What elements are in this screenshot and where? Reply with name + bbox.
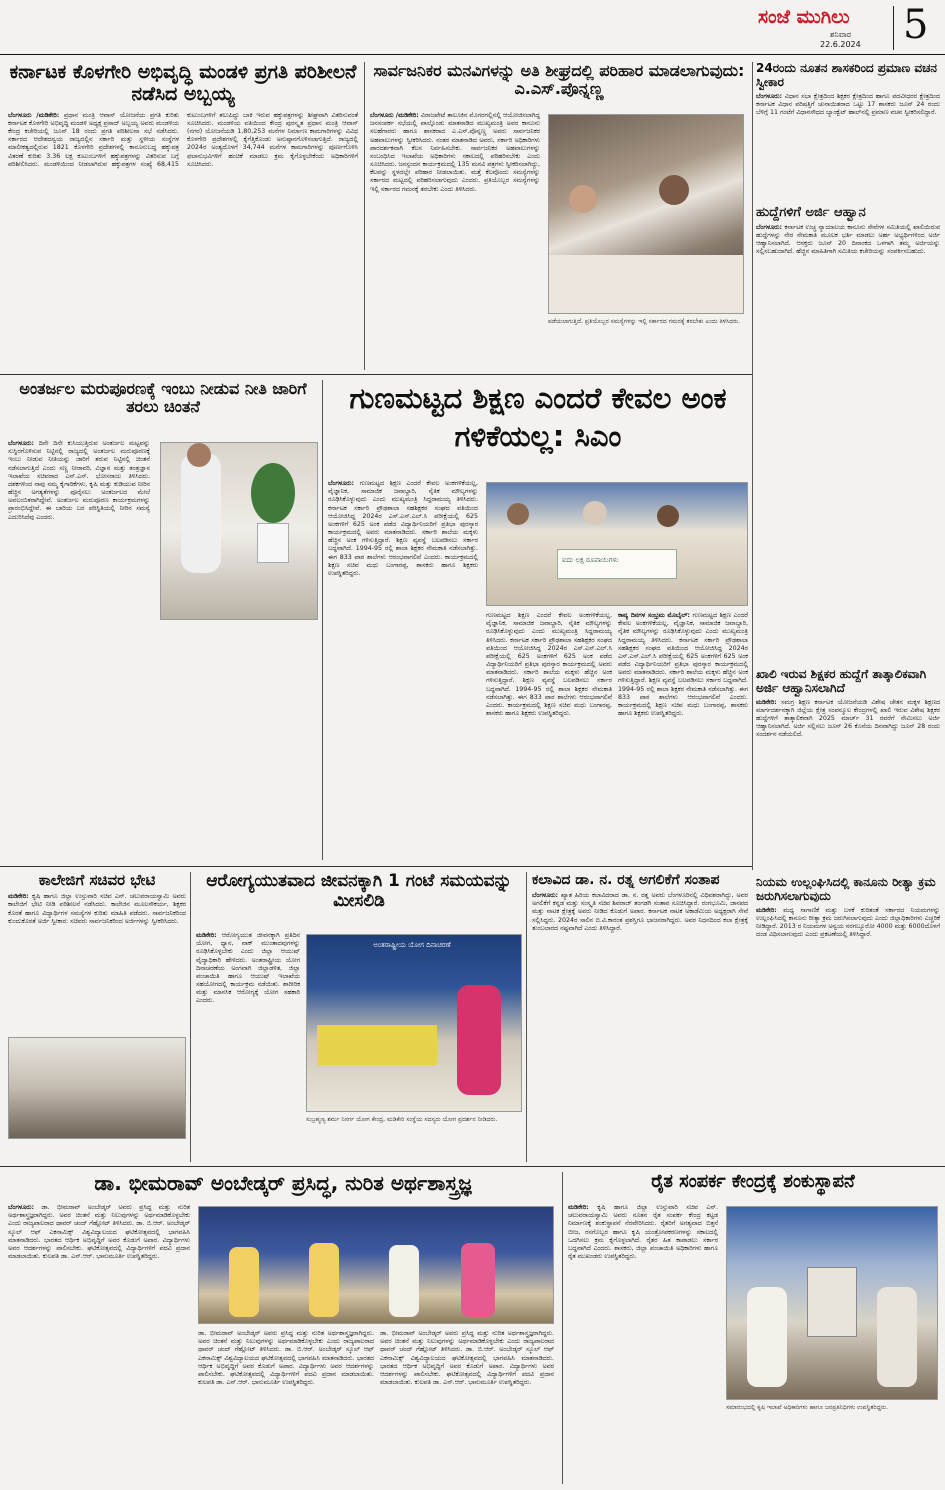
headline: ಕಾಲೇಜಿಗೆ ಸಚಿವರ ಭೇಟಿ (38, 871, 156, 889)
logo-text: ಸಂಜೆ ಮುಗಿಲು (758, 6, 850, 28)
award-ceremony-photo (486, 482, 748, 606)
column-divider (322, 380, 323, 860)
dateline: ಮಡಿಕೇರಿ: (756, 698, 777, 706)
dateline: ಬೆಂಗಳೂರು: (532, 892, 559, 900)
body-text: ಗುಣಮಟ್ಟದ ಶಿಕ್ಷಣ ಎಂದರೆ ಕೇವಲ ಅಂಕಗಳಿಕೆಯಲ್ಲ, ವೈಜ್ಞಾನಿಕ, ಸಾಮಾಜಿಕ ಜವಾಬ್ದಾರಿ, ನೈತಿಕ ಮೌಲ್ಯಗಳನ್ನು ರೂಢಿಸಿಕೊಳ್ಳುವುದು ಎಂದು ಮುಖ್ಯಮಂತ್ರಿ ಸಿದ್ದರಾಮಯ್ಯ ತಿಳಿಸಿದರು. ಕರ್ನಾಟಕ ಸರ್ಕಾರಿ ಪ್ರೌಢಶಾಲಾ ಸಹಶಿಕ್ಷಕರ ಸಂಘದ ವತಿಯಿಂದ ಆಯೋಜಿಸಿದ್ದ 2024ರ ಎಸ್.ಎಸ್.ಎಲ್.ಸಿ ಪರೀಕ್ಷೆಯಲ್ಲಿ 625 ಅಂಕಗಳಿಗೆ 625 ಅಂಕ ಪಡೆದ ವಿದ್ಯಾರ್ಥಿನಿಯರಿಗೆ ಪ್ರತಿಭಾ ಪುರಸ್ಕಾರ ಕಾರ್ಯಕ್ರಮದಲ್ಲಿ ಅವರು ಮಾತನಾಡಿದರು. ಸರ್ಕಾರಿ ಶಾಲೆಯ ಮಕ್ಕಳು ಹೆಚ್ಚಿನ ಅಂಕ ಗಳಿಸುತ್ತಿದ್ದಾರೆ. ಶಿಕ್ಷಣ ವ್ಯವಸ್ಥೆ ಬಲಪಡಿಸಲು ಸರ್ಕಾರ ಬದ್ಧವಾಗಿದೆ. 1994-95 ರಲ್ಲಿ ಶಾಲಾ ಶಿಕ್ಷಕರ ನೇಮಕಾತಿ ನಡೆಸಲಾಗಿತ್ತು. ಈಗ 833 ಪಾಠ ಶಾಲೆಗಳು ಆರಂಭವಾಗಲಿವೆ ಎಂದರು. ಕಾರ್ಯಕ್ರಮದಲ್ಲಿ ಶಿಕ್ಷಣ ಸಚಿವ ಮಧು ಬಂಗಾರಪ್ಪ, ಶಾಸಕರು ಹಾಗೂ ಶಿಕ್ಷಕರು ಉಪಸ್ಥಿತರಿದ್ದರು. (618, 612, 748, 718)
body-text: ಕೃಷಿ ಹಾಗೂ ಜಿಲ್ಲಾ ಉಸ್ತುವಾರಿ ಸಚಿವ ಎನ್. ಚಲುವರಾಯಸ್ವಾಮಿ ಅವರು ಕಾಲೇಜಿಗೆ ಭೇಟಿ ನೀಡಿ ಪರಿಶೀಲನೆ ನಡೆಸಿದರು. ಕಾಲೇಜಿನ ಮೂಲಸೌಕರ್ಯ, ಶಿಕ್ಷಕರ ಕೊರತೆ ಹಾಗೂ ವಿದ್ಯಾರ್ಥಿಗಳ ಸಮಸ್ಯೆಗಳ ಕುರಿತು ಮಾಹಿತಿ ಪಡೆದರು. ಸಾರ್ವಜನಿಕರಿಂದ ಕುಂದುಕೊರತೆ ಅರ್ಜಿ ಸ್ವೀಕಾರ: ಸಚಿವರು ಸಾರ್ವಜನಿಕರಿಂದ ಅರ್ಜಿಗಳನ್ನು ಸ್ವೀಕರಿಸಿದರು. (8, 893, 186, 925)
headline: ಅಂತರ್ಜಲ ಮರುಪೂರಣಕ್ಕೆ ಇಂಬು ನೀಡುವ ನೀತಿ ಜಾರಿಗೆ ತರಲು ಚಿಂತನೆ (19, 379, 307, 417)
article-slum-board (8, 62, 358, 370)
lead-headline: ಗುಣಮಟ್ಟದ ಶಿಕ್ಷಣ ಎಂದರೆ ಕೇವಲ ಅಂಕ ಗಳಿಕೆಯಲ್ಲ: ಸಿಎಂ (349, 381, 727, 453)
body-text: ಗುಣಮಟ್ಟದ ಶಿಕ್ಷಣ ಎಂದರೆ ಕೇವಲ ಅಂಕಗಳಿಕೆಯಲ್ಲ, ವೈಜ್ಞಾನಿಕ, ಸಾಮಾಜಿಕ ಜವಾಬ್ದಾರಿ, ನೈತಿಕ ಮೌಲ್ಯಗಳನ್ನು ರೂಢಿಸಿಕೊಳ್ಳುವುದು ಎಂದು ಮುಖ್ಯಮಂತ್ರಿ ಸಿದ್ದರಾಮಯ್ಯ ತಿಳಿಸಿದರು. ಕರ್ನಾಟಕ ಸರ್ಕಾರಿ ಪ್ರೌಢಶಾಲಾ ಸಹಶಿಕ್ಷಕರ ಸಂಘದ ವತಿಯಿಂದ ಆಯೋಜಿಸಿದ್ದ 2024ರ ಎಸ್.ಎಸ್.ಎಲ್.ಸಿ ಪರೀಕ್ಷೆಯಲ್ಲಿ 625 ಅಂಕಗಳಿಗೆ 625 ಅಂಕ ಪಡೆದ ವಿದ್ಯಾರ್ಥಿನಿಯರಿಗೆ ಪ್ರತಿಭಾ ಪುರಸ್ಕಾರ ಕಾರ್ಯಕ್ರಮದಲ್ಲಿ ಅವರು ಮಾತನಾಡಿದರು. ಸರ್ಕಾರಿ ಶಾಲೆಯ ಮಕ್ಕಳು ಹೆಚ್ಚಿನ ಅಂಕ ಗಳಿಸುತ್ತಿದ್ದಾರೆ. ಶಿಕ್ಷಣ ವ್ಯವಸ್ಥೆ ಬಲಪಡಿಸಲು ಸರ್ಕಾರ ಬದ್ಧವಾಗಿದೆ. 1994-95 ರಲ್ಲಿ ಶಾಲಾ ಶಿಕ್ಷಕರ ನೇಮಕಾತಿ ನಡೆಸಲಾಗಿತ್ತು. ಈಗ 833 ಪಾಠ ಶಾಲೆಗಳು ಆರಂಭವಾಗಲಿವೆ ಎಂದರು. ಕಾರ್ಯಕ್ರಮದಲ್ಲಿ ಶಿಕ್ಷಣ ಸಚಿವ ಮಧು ಬಂಗಾರಪ್ಪ, ಶಾಸಕರು ಹಾಗೂ ಶಿಕ್ಷಕರು ಉಪಸ್ಥಿತರಿದ್ದರು. (328, 480, 478, 577)
article-ambedkar (8, 1172, 558, 1484)
article-body (756, 907, 940, 1117)
section-rule (0, 1166, 945, 1167)
article-vacancies (756, 206, 940, 664)
body-text: ವಿರಾಜಪೇಟೆ ತಾಲೂಕಿನ ಮೊಗರಗಲ್ಲಿನಲ್ಲಿ ಆಯೋಜಿಸಲಾಗಿದ್ದ ಜನಸಂಪರ್ಕ ಸಭೆಯಲ್ಲಿ ಪಾಲ್ಗೊಂಡು ಮಾತನಾಡಿದ ಮುಖ್ಯಮಂತ್ರಿ ಅವರ ಕಾನೂನು ಸಲಹೆಗಾರರು ಹಾಗೂ ಶಾಸಕರಾದ ಎ.ಎಸ್.ಪೊನ್ನಣ್ಣ ಅವರು ಸಾರ್ವಜನಿಕರ ಅಹವಾಲುಗಳನ್ನು ಸ್ವೀಕರಿಸಿದರು. ನಂತರ ಮಾತನಾಡಿದ ಅವರು, ಸರ್ಕಾರಿ ಅಧಿಕಾರಿಗಳು ಪಾರದರ್ಶಕವಾಗಿ ಕೆಲಸ ನಿರ್ವಹಿಸಬೇಕು. ಸಾರ್ವಜನಿಕರ ಅಹವಾಲುಗಳನ್ನು ಸಂಬಂಧಿಸಿದ ಇಲಾಖೆಯ ಅಧಿಕಾರಿಗಳು ಸಕಾಲದಲ್ಲಿ ಪರಿಹರಿಸಬೇಕು ಎಂದು ಸೂಚಿಸಿದರು. ಜನಸ್ಪಂದನ ಕಾರ್ಯಕ್ರಮದಲ್ಲಿ 135 ಮನವಿ ಪತ್ರಗಳು ಸ್ವೀಕರಿಸಲಾಗಿದ್ದು, ಕೆಲವನ್ನು ಸ್ಥಳದಲ್ಲೇ ಪರಿಹಾರ ನೀಡಲಾಯಿತು. ಮತ್ತೆ ಕೆಲವೊಂದು ಸಮಸ್ಯೆಗಳನ್ನು ಸರ್ಕಾರದ ಮಟ್ಟದಲ್ಲಿ ಪರಿಹರಿಸಲಾಗುವುದು ಎಂದರು. ಪ್ರತಿಯೊಬ್ಬರ ಸಮಸ್ಯೆಗಳನ್ನು ಇಲ್ಲಿ ಸರ್ಕಾರದ ಗಮನಕ್ಕೆ ತರಬೇಕು ಎಂದು ತಿಳಿಸಿದರು. (370, 112, 540, 193)
person-head (507, 503, 529, 525)
convocation-photo (198, 1206, 554, 1324)
stone-plaque (807, 1267, 857, 1337)
article-teacher-posts (756, 668, 940, 869)
photo-caption: ಸಮಾರಂಭದಲ್ಲಿ ಕೃಷಿ ಇಲಾಖೆ ಅಧಿಕಾರಿಗಳು ಹಾಗೂ ಜನಪ್ರತಿನಿಧಿಗಳು ಉಪಸ್ಥಿತರಿದ್ದರು. (726, 1404, 888, 1411)
headline: ಆರೋಗ್ಯಯುತವಾದ ಜೀವನಕ್ಕಾಗಿ 1 ಗಂಟೆ ಸಮಯವನ್ನು ಮೀಸಲಿಡಿ (206, 871, 512, 911)
article-raitha-kendra (568, 1172, 938, 1484)
body-text: ಮಧ್ಯ ಸಾಗಾಣಿಕೆ ಮತ್ತು ಬಳಕೆ ಕುರಿತಂತೆ ಸರ್ಕಾರದ ನಿಯಮಗಳನ್ನು ಉಲ್ಲಂಘಿಸಿದಲ್ಲಿ ಕಾನೂನು ರೀತ್ಯಾ ಕ್ರಮ ಜರುಗಿಸಲಾಗುವುದು ಎಂದು ಜಿಲ್ಲಾಧಿಕಾರಿಗಳು ಎಚ್ಚರಿಕೆ ನೀಡಿದ್ದಾರೆ. 2013 ರ ನಿಯಮಗಳ ಅನ್ವಯ ನರಗಬ್ಯೂರೋ 4000 ಮತ್ತು 6000ದೊಳಗೆ ದಂಡ ವಿಧಿಸಲಾಗುವುದು ಎಂದು ಪ್ರಕಟಣೆಯಲ್ಲಿ ತಿಳಿಸಿದ್ದಾರೆ. (756, 906, 940, 939)
body-text: ಆರೋಗ್ಯಯುತ ಜೀವನಕ್ಕಾಗಿ ಪ್ರತಿದಿನ ಯೋಗ, ಧ್ಯಾನ, ವಾಕ್ ಮುಂತಾದವುಗಳನ್ನು ರೂಢಿಸಿಕೊಳ್ಳಬೇಕು ಎಂದು ಜಿಲ್ಲಾ ಆಯುಷ್ ವೈದ್ಯಾಧಿಕಾರಿ ಹೇಳಿದರು. ಅಂತರಾಷ್ಟ್ರೀಯ ಯೋಗ ದಿನಾಚರಣೆಯ ಅಂಗವಾಗಿ ಜಿಲ್ಲಾಡಳಿತ, ಜಿಲ್ಲಾ ಪಂಚಾಯಿತಿ ಹಾಗೂ ಆಯುಷ್ ಇಲಾಖೆಯ ಸಹಯೋಗದಲ್ಲಿ ಕಾರ್ಯಕ್ರಮ ನಡೆಯಿತು. ಶಾರೀರಿಕ ಮತ್ತು ಮಾನಸಿಕ ಆರೋಗ್ಯಕ್ಕೆ ಯೋಗ ಸಹಕಾರಿ ಎಂದರು. (196, 932, 300, 1005)
body-text: ಖ್ಯಾತ ಹಿರಿಯ ಕಲಾವಿದರಾದ ಡಾ. ನ. ರತ್ನ ಅವರು ಬೆಂಗಳೂರಿನಲ್ಲಿ ವಿಧಿವಶರಾಗಿದ್ದು, ಅವರ ಅಗಲಿಕೆಗೆ ಕನ್ನಡ ಮತ್ತು ಸಂಸ್ಕೃತಿ ಸಚಿವ ಶಿವರಾಜ್ ತಂಗಡಗಿ ಸಂತಾಪ ಸೂಚಿಸಿದ್ದಾರೆ. ರಂಗಭೂಮಿ, ಜಾನಪದ ಮತ್ತು ನಾಟಕ ಕ್ಷೇತ್ರಕ್ಕೆ ಅವರು ನೀಡಿದ ಕೊಡುಗೆ ಅಪಾರ. ಕರ್ನಾಟಕ ನಾಟಕ ಅಕಾಡೆಮಿಯ ಅಧ್ಯಕ್ಷರಾಗಿ ಸೇವೆ ಸಲ್ಲಿಸಿದ್ದರು. 2024ರ ಸಾಲಿನ ಬಿ.ವಿ.ಕಾರಂತ ಪ್ರಶಸ್ತಿಗೂ ಭಾಜನರಾಗಿದ್ದರು. ಅವರ ನಿಧನದಿಂದ ಕಲಾ ಕ್ಷೇತ್ರಕ್ಕೆ ತುಂಬಲಾರದ ನಷ್ಟವಾಗಿದೆ ಎಂದು ತಿಳಿಸಿದ್ದಾರೆ. (532, 892, 748, 932)
masthead-divider (893, 6, 894, 50)
graduate-figure (309, 1243, 339, 1317)
person-figure (747, 1287, 787, 1387)
body-text: ಡಾ. ಭೀಮರಾವ್ ಅಂಬೇಡ್ಕರ್ ಅವರು ಪ್ರಸಿದ್ಧ ಮತ್ತು ನುರಿತ ಅರ್ಥಶಾಸ್ತ್ರಜ್ಞರಾಗಿದ್ದರು. ಅವರ ಚಿಂತನೆ ಮತ್ತು ನಿಲುವುಗಳನ್ನು ಅರ್ಥಮಾಡಿಕೊಳ್ಳಬೇಕು ಎಂದು ರಾಜ್ಯಪಾಲರಾದ ಥಾವರ್ ಚಂದ್ ಗೆಹ್ಲೋಟ್ ತಿಳಿಸಿದರು. ಡಾ. ಬಿ.ಆರ್. ಅಂಬೇಡ್ಕರ್ ಸ್ಕೂಲ್ ಆಫ್ ಎಕನಾಮಿಕ್ಸ್ ವಿಶ್ವವಿದ್ಯಾಲಯದ ಘಟಿಕೋತ್ಸವದಲ್ಲಿ ಭಾಗವಹಿಸಿ ಮಾತನಾಡಿದರು. ಭಾರತದ ಆರ್ಥಿಕ ಅಭಿವೃದ್ಧಿಗೆ ಅವರ ಕೊಡುಗೆ ಅಪಾರ. ವಿದ್ಯಾರ್ಥಿಗಳು ಅವರ ಆದರ್ಶಗಳನ್ನು ಪಾಲಿಸಬೇಕು. ಘಟಿಕೋತ್ಸವದಲ್ಲಿ ವಿದ್ಯಾರ್ಥಿಗಳಿಗೆ ಪದವಿ ಪ್ರದಾನ ಮಾಡಲಾಯಿತು. ಕುಲಪತಿ ಡಾ. ಎನ್.ಆರ್. ಭಾನುಮೂರ್ತಿ ಉಪಸ್ಥಿತರಿದ್ದರು. (380, 1330, 554, 1387)
body-text: ವಿಧಾನ ಸಭಾ ಕ್ಷೇತ್ರದಿಂದ ಶಿಕ್ಷಕರ ಕ್ಷೇತ್ರದಿಂದ ಹಾಗೂ ಪದವೀಧರರ ಕ್ಷೇತ್ರದಿಂದ ಕರ್ನಾಟಕ ವಿಧಾನ ಪರಿಷತ್ತಿಗೆ ಚುನಾಯಿತರಾದ ಒಟ್ಟು 17 ಶಾಸಕರು ಜೂನ್ 24 ರಂದು ಬೆಳಿಗ್ಗೆ 11 ಗಂಟೆಗೆ ವಿಧಾನಸೌಧದ ಬ್ಯಾಂಕ್ವೆಟ್ ಹಾಲ್‌ನಲ್ಲಿ ಪ್ರಮಾಣ ವಚನ ಸ್ವೀಕರಿಸಲಿದ್ದಾರೆ. (756, 92, 940, 116)
cheque-text: ಐದು ಲಕ್ಷ ರೂಪಾಯಿಗಳು (562, 556, 619, 564)
cheque-board (557, 549, 677, 579)
speaker-figure (457, 985, 501, 1095)
photo-caption: ಪಡೆಯಲಾಗುತ್ತಿದೆ. ಪ್ರತಿಯೊಬ್ಬರ ಸಮಸ್ಯೆಗಳನ್ನು ಇಲ್ಲಿ ಸರ್ಕಾರದ ಗಮನಕ್ಕೆ ತರಬೇಕು ಎಂದು ತಿಳಿಸಿದರು. (548, 318, 741, 325)
body-text: ಕರ್ನಾಟಕ ಉಚ್ಚ ನ್ಯಾಯಾಲಯ ಕಾನೂನು ಸೇವೆಗಳ ಸಮಿತಿಯಲ್ಲಿ ಖಾಲಿಯಿರುವ ಹುದ್ದೆಗಳನ್ನು ನೇರ ನೇಮಕಾತಿ ಮೂಲಕ ಭರ್ತಿ ಮಾಡಲು ಅರ್ಹ ಅಭ್ಯರ್ಥಿಗಳಿಂದ ಅರ್ಜಿ ಆಹ್ವಾನಿಸಲಾಗಿದೆ. ಆಸಕ್ತರು ಜೂನ್ 20 ದಿನಾಂಕದ ಒಳಗಾಗಿ ತಮ್ಮ ಅರ್ಜಿಯನ್ನು ಸಲ್ಲಿಸಬಹುದಾಗಿದೆ. ಹೆಚ್ಚಿನ ಮಾಹಿತಿಗಾಗಿ ಸಮಿತಿಯ ಕಚೇರಿಯನ್ನು ಸಂಪರ್ಕಿಸಬಹುದು. (756, 223, 940, 256)
masthead (758, 2, 938, 50)
headline: ರೈತ ಸಂಪರ್ಕ ಕೇಂದ್ರಕ್ಕೆ ಶಂಕುಸ್ಥಾಪನೆ (651, 1171, 855, 1192)
headline: ಡಾ. ಭೀಮರಾವ್ ಅಂಬೇಡ್ಕರ್ ಪ್ರಸಿದ್ಧ, ನುರಿತ ಅರ್ಥಶಾಸ್ತ್ರಜ್ಞ (94, 1171, 472, 1195)
headline: ಸಾರ್ವಜನಿಕರ ಮನವಿಗಳನ್ನು ಅತಿ ಶೀಘ್ರದಲ್ಲಿ ಪರಿಹಾರ ಮಾಡಲಾಗುವುದು: ಎ.ಎಸ್.ಪೊನ್ನಣ್ಣ (373, 61, 745, 99)
person-figure (877, 1287, 917, 1387)
section-rule (0, 866, 752, 867)
body-text: ಡಾ. ಭೀಮರಾವ್ ಅಂಬೇಡ್ಕರ್ ಅವರು ಪ್ರಸಿದ್ಧ ಮತ್ತು ನುರಿತ ಅರ್ಥಶಾಸ್ತ್ರಜ್ಞರಾಗಿದ್ದರು. ಅವರ ಚಿಂತನೆ ಮತ್ತು ನಿಲುವುಗಳನ್ನು ಅರ್ಥಮಾಡಿಕೊಳ್ಳಬೇಕು ಎಂದು ರಾಜ್ಯಪಾಲರಾದ ಥಾವರ್ ಚಂದ್ ಗೆಹ್ಲೋಟ್ ತಿಳಿಸಿದರು. ಡಾ. ಬಿ.ಆರ್. ಅಂಬೇಡ್ಕರ್ ಸ್ಕೂಲ್ ಆಫ್ ಎಕನಾಮಿಕ್ಸ್ ವಿಶ್ವವಿದ್ಯಾಲಯದ ಘಟಿಕೋತ್ಸವದಲ್ಲಿ ಭಾಗವಹಿಸಿ ಮಾತನಾಡಿದರು. ಭಾರತದ ಆರ್ಥಿಕ ಅಭಿವೃದ್ಧಿಗೆ ಅವರ ಕೊಡುಗೆ ಅಪಾರ. ವಿದ್ಯಾರ್ಥಿಗಳು ಅವರ ಆದರ್ಶಗಳನ್ನು ಪಾಲಿಸಬೇಕು. ಘಟಿಕೋತ್ಸವದಲ್ಲಿ ವಿದ್ಯಾರ್ಥಿಗಳಿಗೆ ಪದವಿ ಪ್ರದಾನ ಮಾಡಲಾಯಿತು. ಕುಲಪತಿ ಡಾ. ಎನ್.ಆರ್. ಭಾನುಮೂರ್ತಿ ಉಪಸ್ಥಿತರಿದ್ದರು. (198, 1330, 374, 1387)
body-text: ಸಮಗ್ರ ಶಿಕ್ಷಣ ಕರ್ನಾಟಕ ಯೋಜನೆಯಡಿ ವಿಶೇಷ ಚೇತನ ಮಕ್ಕಳ ಶಿಕ್ಷಣದ ಮಾರ್ಗದರ್ಶನಕ್ಕಾಗಿ ಜಿಲ್ಲೆಯ ಕ್ಷೇತ್ರ ಸಂಪನ್ಮೂಲ ಕೇಂದ್ರಗಳಲ್ಲಿ ಖಾಲಿ ಇರುವ ವಿಶೇಷ ಶಿಕ್ಷಕರ ಹುದ್ದೆಗಳಿಗೆ ತಾತ್ಕಾಲಿಕವಾಗಿ 2025 ಮಾರ್ಚ್ 31 ರವರೆಗೆ ನೇಮಿಸಲು ಅರ್ಜಿ ಆಹ್ವಾನಿಸಲಾಗಿದೆ. ಅರ್ಜಿ ಸಲ್ಲಿಸಲು ಜೂನ್ 26 ಕೊನೆಯ ದಿನವಾಗಿದ್ದು ಜೂನ್ 28 ರಂದು ಸಂದರ್ಶನ ನಡೆಯಲಿದೆ. (756, 698, 940, 739)
page-number: 5 (903, 2, 929, 48)
graduate-figure (229, 1247, 259, 1317)
guest-figure (389, 1245, 419, 1317)
headline: 24ರಂದು ನೂತನ ಶಾಸಕರಿಂದ ಪ್ರಮಾಣ ವಚನ ಸ್ವೀಕಾರ (756, 61, 937, 89)
body-text: ಗುಣಮಟ್ಟದ ಶಿಕ್ಷಣ ಎಂದರೆ ಕೇವಲ ಅಂಕಗಳಿಕೆಯಲ್ಲ, ವೈಜ್ಞಾನಿಕ, ಸಾಮಾಜಿಕ ಜವಾಬ್ದಾರಿ, ನೈತಿಕ ಮೌಲ್ಯಗಳನ್ನು ರೂಢಿಸಿಕೊಳ್ಳುವುದು ಎಂದು ಮುಖ್ಯಮಂತ್ರಿ ಸಿದ್ದರಾಮಯ್ಯ ತಿಳಿಸಿದರು. ಕರ್ನಾಟಕ ಸರ್ಕಾರಿ ಪ್ರೌಢಶಾಲಾ ಸಹಶಿಕ್ಷಕರ ಸಂಘದ ವತಿಯಿಂದ ಆಯೋಜಿಸಿದ್ದ 2024ರ ಎಸ್.ಎಸ್.ಎಲ್.ಸಿ ಪರೀಕ್ಷೆಯಲ್ಲಿ 625 ಅಂಕಗಳಿಗೆ 625 ಅಂಕ ಪಡೆದ ವಿದ್ಯಾರ್ಥಿನಿಯರಿಗೆ ಪ್ರತಿಭಾ ಪುರಸ್ಕಾರ ಕಾರ್ಯಕ್ರಮದಲ್ಲಿ ಅವರು ಮಾತನಾಡಿದರು. ಸರ್ಕಾರಿ ಶಾಲೆಯ ಮಕ್ಕಳು ಹೆಚ್ಚಿನ ಅಂಕ ಗಳಿಸುತ್ತಿದ್ದಾರೆ. ಶಿಕ್ಷಣ ವ್ಯವಸ್ಥೆ ಬಲಪಡಿಸಲು ಸರ್ಕಾರ ಬದ್ಧವಾಗಿದೆ. 1994-95 ರಲ್ಲಿ ಶಾಲಾ ಶಿಕ್ಷಕರ ನೇಮಕಾತಿ ನಡೆಸಲಾಗಿತ್ತು. ಈಗ 833 ಪಾಠ ಶಾಲೆಗಳು ಆರಂಭವಾಗಲಿವೆ ಎಂದರು. ಕಾರ್ಯಕ್ರಮದಲ್ಲಿ ಶಿಕ್ಷಣ ಸಚಿವ ಮಧು ಬಂಗಾರಪ್ಪ, ಶಾಸಕರು ಹಾಗೂ ಶಿಕ್ಷಕರು ಉಪಸ್ಥಿತರಿದ್ದರು. (486, 612, 612, 718)
headline: ಖಾಲಿ ಇರುವ ಶಿಕ್ಷಕರ ಹುದ್ದೆಗೆ ತಾತ್ಕಾಲಿಕವಾಗಿ ಅರ್ಜಿ ಆಹ್ವಾನಿಸಲಾಗಿದೆ (756, 667, 927, 695)
headline: ಹುದ್ದೆಗಳಿಗೆ ಅರ್ಜಿ ಆಹ್ವಾನ (756, 205, 866, 220)
person-head (583, 501, 607, 525)
article-body (196, 932, 300, 1158)
speaker-figure (461, 1243, 495, 1317)
dateline: ಮಡಿಕೇರಿ: (8, 893, 29, 901)
column-divider (190, 872, 191, 1162)
article-oath (756, 62, 940, 191)
plant-leaves (251, 463, 295, 523)
body-text: ಕೃಷಿ ಹಾಗೂ ಜಿಲ್ಲಾ ಉಸ್ತುವಾರಿ ಸಚಿವ ಎನ್. ಚಲುವರಾಯಸ್ವಾಮಿ ಅವರು ನೂತನ ರೈತ ಸಂಪರ್ಕ ಕೇಂದ್ರ ಕಟ್ಟಡ ನಿರ್ಮಾಣಕ್ಕೆ ಶಂಕುಸ್ಥಾಪನೆ ನೆರವೇರಿಸಿದರು. ರೈತರಿಗೆ ಅಗತ್ಯವಾದ ಬಿತ್ತನೆ ಬೀಜ, ರಸಗೊಬ್ಬರ ಹಾಗೂ ಕೃಷಿ ಯಂತ್ರೋಪಕರಣಗಳನ್ನು ಸಕಾಲದಲ್ಲಿ ಒದಗಿಸಲು ಕ್ರಮ ಕೈಗೊಳ್ಳಲಾಗಿದೆ. ರೈತರ ಹಿತ ಕಾಪಾಡಲು ಸರ್ಕಾರ ಬದ್ಧವಾಗಿದೆ ಎಂದರು. ಶಾಸಕರು, ಜಿಲ್ಲಾ ಪಂಚಾಯಿತಿ ಅಧಿಕಾರಿಗಳು ಹಾಗೂ ರೈತ ಮುಖಂಡರು ಉಪಸ್ಥಿತರಿದ್ದರು. (568, 1204, 718, 1261)
dateline: ಬೆಂಗಳೂರು: (756, 223, 783, 231)
dateline: ಬೆಂಗಳೂರು: (8, 440, 35, 447)
column-divider (562, 1172, 563, 1484)
photo-caption: ಸುಬ್ರಹ್ಮಣ್ಯ ಶರ್ಮ ನಿಸರ್ಗ ಯೋಗ ಕೇಂದ್ರ, ಮಡಿಕೇರಿ ಸಂಸ್ಥೆಯ ಸದಸ್ಯರು ಯೋಗ ಪ್ರದರ್ಶನ ನೀಡಿದರು. (306, 1116, 498, 1123)
plant-pot (257, 523, 289, 563)
tree-planting-photo (160, 442, 318, 620)
newspaper-logo (758, 6, 850, 28)
yoga-event-photo (306, 934, 522, 1112)
audience-figures (317, 1025, 437, 1065)
article-body (532, 892, 748, 1132)
article-body (8, 440, 150, 850)
person-head (657, 505, 679, 527)
article-body (756, 224, 940, 664)
dateline: ಬೆಂಗಳೂರು: (756, 92, 783, 100)
dateline: ಬೆಂಗಳೂರು: (328, 480, 355, 487)
person-head (187, 443, 211, 467)
table-surface (549, 255, 744, 314)
article-cm-education (328, 380, 748, 860)
article-body (370, 112, 540, 366)
body-text: ಡಾ. ಭೀಮರಾವ್ ಅಂಬೇಡ್ಕರ್ ಅವರು ಪ್ರಸಿದ್ಧ ಮತ್ತು ನುರಿತ ಅರ್ಥಶಾಸ್ತ್ರಜ್ಞರಾಗಿದ್ದರು. ಅವರ ಚಿಂತನೆ ಮತ್ತು ನಿಲುವುಗಳನ್ನು ಅರ್ಥಮಾಡಿಕೊಳ್ಳಬೇಕು ಎಂದು ರಾಜ್ಯಪಾಲರಾದ ಥಾವರ್ ಚಂದ್ ಗೆಹ್ಲೋಟ್ ತಿಳಿಸಿದರು. ಡಾ. ಬಿ.ಆರ್. ಅಂಬೇಡ್ಕರ್ ಸ್ಕೂಲ್ ಆಫ್ ಎಕನಾಮಿಕ್ಸ್ ವಿಶ್ವವಿದ್ಯಾಲಯದ ಘಟಿಕೋತ್ಸವದಲ್ಲಿ ಭಾಗವಹಿಸಿ ಮಾತನಾಡಿದರು. ಭಾರತದ ಆರ್ಥಿಕ ಅಭಿವೃದ್ಧಿಗೆ ಅವರ ಕೊಡುಗೆ ಅಪಾರ. ವಿದ್ಯಾರ್ಥಿಗಳು ಅವರ ಆದರ್ಶಗಳನ್ನು ಪಾಲಿಸಬೇಕು. ಘಟಿಕೋತ್ಸವದಲ್ಲಿ ವಿದ್ಯಾರ್ಥಿಗಳಿಗೆ ಪದವಿ ಪ್ರದಾನ ಮಾಡಲಾಯಿತು. ಕುಲಪತಿ ಡಾ. ಎನ್.ಆರ್. ಭಾನುಮೂರ್ತಿ ಉಪಸ್ಥಿತರಿದ್ದರು. (8, 1204, 190, 1261)
dateline: ಬೆಂಗಳೂರು /ಮಡಿಕೇರಿ: (370, 112, 419, 119)
headline: ಕರ್ನಾಟಕ ಕೊಳಗೇರಿ ಅಭಿವೃದ್ಧಿ ಮಂಡಳಿ ಪ್ರಗತಿ ಪರಿಶೀಲನೆ ನಡೆಸಿದ ಅಬ್ಬಯ್ಯ (9, 61, 357, 105)
body-text: ದಿನೇ ದಿನೇ ಕುಸಿಯುತ್ತಿರುವ ಅಂತರ್ಜಲ ಮಟ್ಟವನ್ನು ಸುಸ್ಥಿರಗೊಳಿಸುವ ನಿಟ್ಟಿನಲ್ಲಿ ರಾಜ್ಯದಲ್ಲಿ ಅಂತರ್ಜಲ ಮರುಪೂರಣಕ್ಕೆ ಇಂಬು ನೀಡುವ ನೀತಿಯನ್ನು ಜಾರಿಗೆ ತರುವ ನಿಟ್ಟಿನಲ್ಲಿ ಚಿಂತನೆ ನಡೆಸಲಾಗುತ್ತಿದೆ ಎಂದು ಸಣ್ಣ ನೀರಾವರಿ, ವಿಜ್ಞಾನ ಮತ್ತು ತಂತ್ರಜ್ಞಾನ ಇಲಾಖೆಯ ಸಚಿವರಾದ ಎನ್.ಎಸ್. ಭೋಸರಾಜು ತಿಳಿಸಿದರು. ದಶಕಗಳಿಂದ ನಾವು ನಮ್ಮ ಕೈಗಾರಿಕೆಗಳು, ಕೃಷಿ ಮತ್ತು ಕುಡಿಯುವ ನೀರಿನ ಹೆಚ್ಚಿನ ಅಗತ್ಯತೆಗಳನ್ನು ಪೂರೈಸಲು ಅಂತರ್ಜಲದ ಮೇಲೆ ಅವಲಂಬಿತರಾಗಿದ್ದೇವೆ. ಅಂತರ್ಜಲ ಮರುಪೂರಣ ಕಾರ್ಯಕ್ರಮಗಳನ್ನು ಪ್ರಾರಂಭಿಸಿದ್ದೇವೆ. ಈ ಬಾರಿಯ ಬರ ಪರಿಸ್ಥಿತಿಯಲ್ಲಿ ನೀರಿನ ಸಮಸ್ಯೆ ಎದುರಿಸಿದೆವು ಎಂದರು. (8, 440, 150, 521)
person-head (569, 185, 597, 213)
dateline: ಮಡಿಕೇರಿ: (756, 906, 777, 914)
section-rule (0, 374, 752, 375)
column-divider (526, 872, 527, 1162)
masthead-date: 22.6.2024 (820, 40, 861, 49)
article-rules (756, 876, 940, 1117)
article-body (8, 893, 186, 1033)
article-college-visit (8, 872, 186, 1162)
article-body (756, 93, 940, 191)
headline: ಕಲಾವಿದ ಡಾ. ನ. ರತ್ನ ಅಗಲಿಕೆಗೆ ಸಂತಾಪ (532, 872, 720, 888)
person-head (659, 175, 689, 205)
article-artist-obituary (532, 872, 748, 1162)
article-groundwater (8, 380, 318, 860)
article-body (568, 1204, 718, 1482)
subhead: ಕಾವ್ಯ ದಿನಗಳ ಸಂಭ್ರಮ ಮೊಬೈಲ್: (618, 612, 690, 619)
classroom-photo (8, 1037, 186, 1139)
dateline: ಬೆಂಗಳೂರು: (8, 1204, 35, 1211)
person-figure (181, 453, 221, 573)
meeting-photo (548, 114, 744, 314)
article-body-cont (198, 1330, 374, 1482)
article-body-sub (618, 612, 748, 854)
article-yoga (196, 872, 522, 1162)
article-body (756, 699, 940, 869)
column-divider (364, 62, 365, 370)
dateline: ಮಡಿಕೇರಿ: (196, 932, 217, 939)
headline: ನಿಯಮ ಉಲ್ಲಂಘಿಸಿದಲ್ಲಿ ಕಾನೂನು ರೀತ್ಯಾ ಕ್ರಮ ಜರುಗಿಸಲಾಗುವುದು (756, 875, 936, 903)
article-body-cont (380, 1330, 554, 1482)
article-ponnanna (370, 62, 748, 370)
article-body (8, 1204, 190, 1482)
dateline: ಬೆಂಗಳೂರು /ಮಡಿಕೇರಿ: (8, 111, 60, 119)
body-text: ಪ್ರಧಾನ ಮಂತ್ರಿ ಆವಾಸ್ ಯೋಜನೆಯ ಪ್ರಗತಿ ಕುರಿತು ಕರ್ನಾಟಕ ಕೊಳಗೇರಿ ಅಭಿವೃದ್ಧಿ ಮಂಡಳಿ ಅಧ್ಯಕ್ಷ ಪ್ರಸಾದ್ ಅಬ್ಬಯ್ಯ ಅವರು ಮಂಡಳಿಯ ಕೇಂದ್ರ ಕಚೇರಿಯಲ್ಲಿ ಜೂನ್ 18 ರಂದು ಪ್ರಗತಿ ಪರಿಶೀಲನಾ ಸಭೆ ನಡೆಸಿದರು. ಸರ್ಕಾರದ ಆದೇಶದನ್ವಯ ರಾಜ್ಯದಲ್ಲಿನ ಸರ್ಕಾರಿ ಮತ್ತು ಸ್ಥಳೀಯ ಸಂಸ್ಥೆಗಳ ಮಾಲೀಕತ್ವದಲ್ಲಿರುವ 1821 ಕೊಳಗೇರಿ ಪ್ರದೇಶಗಳಲ್ಲಿ ಕಾನೂನುಬದ್ಧ ಹಕ್ಕುಪತ್ರ ವಿತರಣೆ ಕುರಿತು 3.36 ಲಕ್ಷ ಕುಟುಂಬಗಳಿಗೆ ಹಕ್ಕುಪತ್ರಗಳನ್ನು ವಿತರಿಸುವ ಬಗ್ಗೆ ಪರಿಶೀಲಿಸಿದರು. ಮಂಡಳಿಯಿಂದ ನೀಡಲಾಗಿರುವ ಹಕ್ಕುಪತ್ರಗಳ ಸಂಖ್ಯೆ 68,415 ಕುಟುಂಬಗಳಿಗೆ ತಲುಪಿದ್ದು ಬಾಕಿ ಇರುವ ಹಕ್ಕುಪತ್ರಗಳನ್ನು ಶೀಘ್ರವಾಗಿ ವಿತರಿಸುವಂತೆ ಸೂಚಿಸಿದರು. ಮಂಡಳಿಯ ವತಿಯಿಂದ ಕೇಂದ್ರ ಪುರಸ್ಕೃತ ಪ್ರಧಾನ ಮಂತ್ರಿ ಆವಾಸ್ (ನಗರ) ಯೋಜನೆಯಡಿ 1,80,253 ಮನೆಗಳ ನಿರ್ಮಾಣ ಕಾಮಗಾರಿಗಳನ್ನು ವಿವಿಧ ಕೊಳಗೇರಿ ಪ್ರದೇಶಗಳಲ್ಲಿ ಕೈಗೆತ್ತಿಕೊಂಡು ಅನುಷ್ಠಾನಗೊಳಿಸಲಾಗುತ್ತಿದೆ. ರಾಜ್ಯದಲ್ಲಿ 2024ರ ಅಂತ್ಯದೊಳಗೆ 34,744 ಮನೆಗಳ ಕಾಮಗಾರಿಗಳನ್ನು ಪೂರ್ಣಗೊಳಿಸಿ ಫಲಾನುಭವಿಗಳಿಗೆ ಹಂಚಿಕೆ ಮಾಡಲು ಕ್ರಮ ಕೈಗೊಳ್ಳಬೇಕೆಂದು ಅಧಿಕಾರಿಗಳಿಗೆ ಸೂಚಿಸಿದರು. (8, 111, 358, 168)
article-body (328, 480, 478, 854)
masthead-rule (0, 54, 945, 55)
dateline: ಮಡಿಕೇರಿ: (568, 1204, 589, 1211)
column-divider (752, 62, 753, 870)
article-body (8, 112, 358, 352)
banner-text: ಅಂತರಾಷ್ಟ್ರೀಯ ಯೋಗ ದಿನಾಚರಣೆ (373, 941, 451, 949)
article-body-cont (486, 612, 612, 854)
foundation-stone-photo (726, 1206, 938, 1400)
masthead-day: ಶನಿವಾರ (830, 30, 852, 39)
